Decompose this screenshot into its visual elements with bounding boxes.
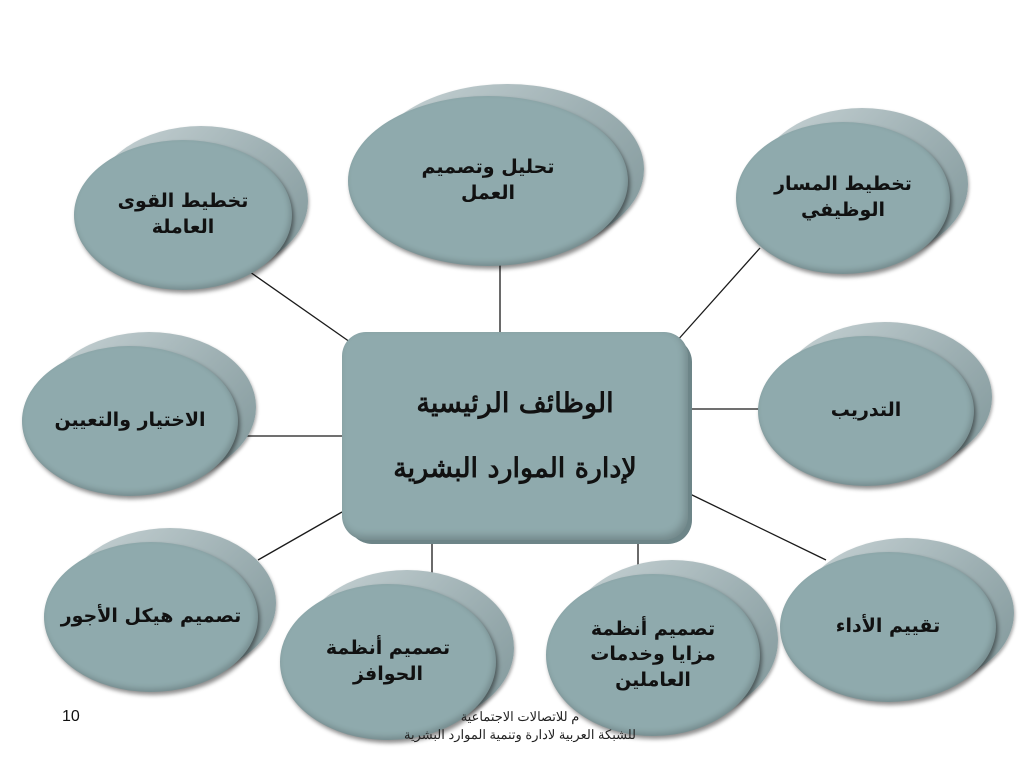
page-number: 10 [62, 708, 80, 725]
center-box [342, 332, 688, 540]
center-title-line1: الوظائف الرئيسية [416, 388, 614, 419]
node-label: تخطيط المسار الوظيفي [774, 173, 912, 221]
node-career-planning [736, 108, 968, 274]
node-label: الاختيار والتعيين [54, 409, 206, 432]
node-wage-structure [44, 528, 276, 692]
node-workforce-planning [74, 126, 310, 290]
slide-footer [300, 708, 740, 743]
node-performance-appraisal [780, 538, 1014, 702]
node-label: تخطيط القوى العاملة [117, 190, 249, 238]
footer-line2: للشبكة العربية لادارة وتنمية الموارد البشرية [404, 726, 636, 742]
node-label: تصميم أنظمة الحوافز [325, 637, 451, 685]
node-job-analysis [348, 84, 644, 266]
node-selection [22, 332, 256, 496]
center-title-line2: لإدارة الموارد البشرية [393, 453, 637, 484]
node-label: تصميم هيكل الأجور [60, 605, 242, 628]
node-label: التدريب [830, 399, 902, 422]
footer-line1: م للاتصالات الاجتماعية [460, 709, 580, 724]
node-training [758, 322, 992, 486]
node-label: تقييم الأداء [835, 615, 941, 638]
node-label: تحليل وتصميم العمل [421, 156, 555, 204]
center-box-face [342, 332, 688, 540]
node-label: تصميم أنظمة مزايا وخدمات العاملين [590, 617, 716, 691]
